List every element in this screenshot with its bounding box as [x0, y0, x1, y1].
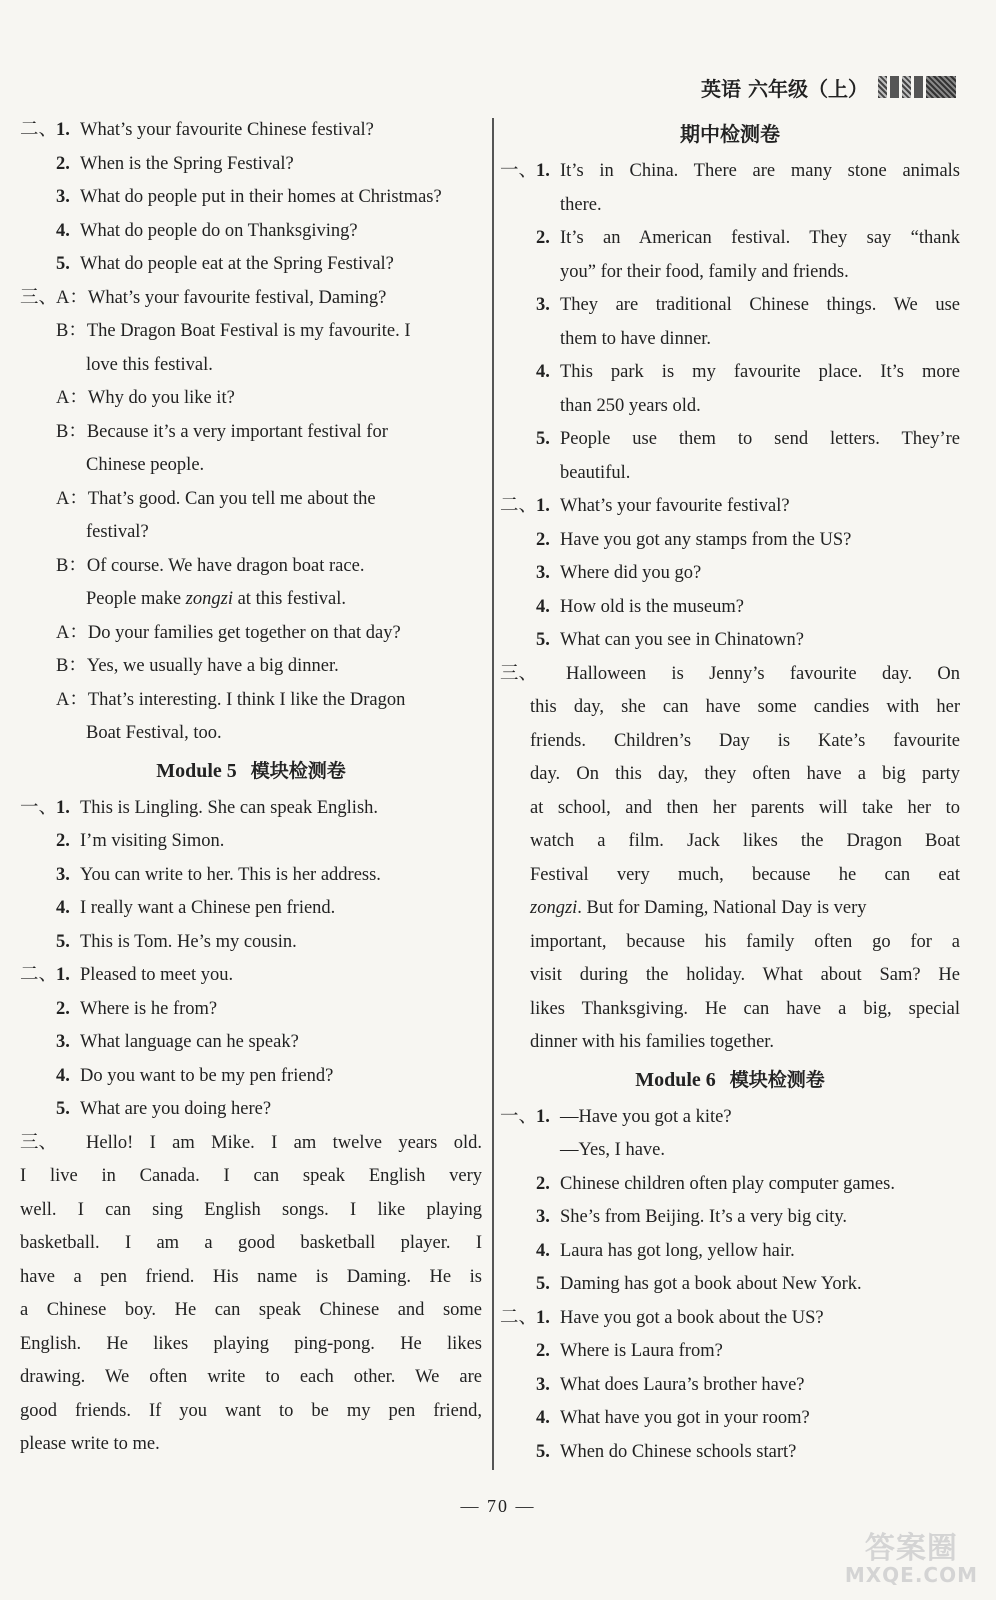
paragraph-line: have a pen friend. His name is Daming. He is [20, 1266, 482, 1287]
answer-item: 5. This is Tom. He’s my cousin. [56, 931, 297, 952]
answer-item: than 250 years old. [560, 395, 701, 416]
paragraph-line: please write to me. [20, 1434, 160, 1454]
answer-item: 2. It’s an American festival. They say “thank [536, 228, 960, 248]
paragraph-line: likes Thanksgiving. He can have a big, special [530, 998, 960, 1019]
paragraph-line: 三、 Halloween is Jenny’s favourite day. On [500, 663, 960, 684]
paragraph-line: well. I can sing English songs. I like playing [20, 1199, 482, 1220]
answer-item: 2. I’m visiting Simon. [56, 831, 225, 851]
answer-item: 二、 1. What’s your favourite festival? [500, 496, 790, 516]
watermark-logo: 答案圈 MXQE.COM [844, 1531, 978, 1587]
paragraph-line: at school, and then her parents will take her to [530, 797, 960, 818]
dialog-line: B：Because it’s a very important festival for [56, 421, 388, 442]
answer-item: 2. Where is he from? [56, 998, 218, 1019]
answer-item: 2. Have you got any stamps from the US? [536, 529, 852, 550]
answer-item: 一、 1. —Have you got a kite? [500, 1106, 732, 1127]
paragraph-line: watch a film. Jack likes the Dragon Boat [530, 831, 960, 851]
answer-item: 3. What does Laura’s brother have? [536, 1374, 805, 1395]
paragraph-line: dinner with his families together. [530, 1032, 775, 1052]
answer-item: 4. Laura has got long, yellow hair. [536, 1240, 795, 1261]
paragraph-line: this day, she can have some candies with her [530, 697, 960, 717]
left-column [20, 114, 482, 1462]
answer-item: 4. Do you want to be my pen friend? [56, 1065, 334, 1086]
paragraph-line: Festival very much, because he can eat [530, 864, 960, 885]
paragraph-line: friends. Children’s Day is Kate’s favourite [530, 730, 960, 751]
paragraph-line: zongzi. But for Daming, National Day is very [530, 898, 867, 918]
answer-item: 4. This park is my favourite place. It’s more [536, 362, 960, 382]
dialog-line: B：Yes, we usually have a big dinner. [56, 656, 339, 676]
answer-item: 5. What can you see in Chinatown? [536, 630, 805, 650]
paragraph-line: I live in Canada. I can speak English very [20, 1166, 482, 1186]
answer-item: 4. I really want a Chinese pen friend. [56, 898, 336, 918]
dialog-line: love this festival. [86, 354, 213, 375]
paragraph-line: a Chinese boy. He can speak Chinese and some [20, 1300, 482, 1320]
answer-item: 二、 1. Have you got a book about the US? [500, 1307, 824, 1328]
answer-item: 二、 1. Pleased to meet you. [20, 965, 234, 985]
answer-item: 一、 1. This is Lingling. She can speak English. [20, 797, 379, 818]
answer-item: 3. What do people put in their homes at Christmas? [56, 187, 442, 207]
dialog-line: festival? [86, 522, 149, 542]
page-number: — 70 — [460, 1496, 536, 1516]
paragraph-line: important, because his family often go for a [530, 931, 960, 952]
paragraph-line: good friends. If you want to be my pen friend, [20, 1400, 482, 1421]
answer-item: 3. You can write to her. This is her address. [56, 864, 381, 885]
answer-item: 2. Chinese children often play computer games. [536, 1173, 895, 1194]
answer-item: them to have dinner. [560, 328, 712, 349]
answer-item: 3. She’s from Beijing. It’s a very big city. [536, 1207, 848, 1227]
answer-item: 5. What are you doing here? [56, 1099, 272, 1119]
dialog-line: 三、 A：What’s your favourite festival, Daming? [20, 287, 387, 308]
dialog-line: A：That’s good. Can you tell me about the [56, 488, 376, 509]
paragraph-line: 三、 Hello! I am Mike. I am twelve years old. [20, 1132, 482, 1153]
dialog-line: Chinese people. [86, 455, 205, 475]
page-header [701, 74, 956, 100]
paragraph-line: drawing. We often write to each other. We are [20, 1367, 482, 1387]
answer-item: you” for their food, family and friends. [560, 261, 849, 282]
dialog-line: People make zongzi at this festival. [86, 589, 347, 609]
answer-item: 二、 1. What’s your favourite Chinese festival? [20, 120, 374, 140]
answer-item: —Yes, I have. [560, 1140, 666, 1160]
dialog-line: A：Do your families get together on that day? [56, 622, 401, 643]
paragraph-line: visit during the holiday. What about Sam? He [530, 965, 960, 985]
column-divider [492, 118, 494, 1470]
dialog-line: A：That’s interesting. I think I like the Dragon [56, 689, 406, 710]
answer-item: 3. They are traditional Chinese things. We use [536, 295, 960, 315]
module6-title: Module 6 模块检测卷 [635, 1068, 825, 1091]
answer-item: 5. When do Chinese schools start? [536, 1441, 797, 1462]
midterm-title: 期中检测卷 [680, 122, 780, 146]
paragraph-line: basketball. I am a good basketball player. I [20, 1233, 482, 1253]
dialog-line: B：The Dragon Boat Festival is my favourite. I [56, 321, 411, 341]
answer-item: 2. When is the Spring Festival? [56, 153, 294, 174]
answer-item: 4. What do people do on Thanksgiving? [56, 220, 358, 241]
header-decoration [878, 76, 956, 98]
header-title: 英语 六年级（上） [701, 76, 868, 101]
module5-title: Module 5 模块检测卷 [156, 759, 346, 782]
dialog-line: B：Of course. We have dragon boat race. [56, 555, 365, 576]
answer-item: 一、 1. It’s in China. There are many stone animals [500, 161, 960, 181]
dialog-line: A：Why do you like it? [56, 388, 235, 408]
answer-item: 3. What language can he speak? [56, 1032, 299, 1052]
answer-item: there. [560, 194, 602, 215]
answer-item: 4. What have you got in your room? [536, 1408, 810, 1428]
paragraph-line: day. On this day, they often have a big party [530, 764, 960, 784]
answer-item: 3. Where did you go? [536, 563, 702, 583]
answer-item: 4. How old is the museum? [536, 596, 744, 617]
answer-item: 5. What do people eat at the Spring Festival? [56, 254, 394, 274]
answer-item: 2. Where is Laura from? [536, 1341, 723, 1361]
paragraph-line: English. He likes playing ping-pong. He likes [20, 1333, 482, 1354]
answer-item: 5. People use them to send letters. They’re [536, 429, 960, 449]
answer-item: beautiful. [560, 462, 631, 483]
right-column [500, 114, 960, 1469]
dialog-line: Boat Festival, too. [86, 723, 222, 743]
answer-item: 5. Daming has got a book about New York. [536, 1274, 862, 1294]
